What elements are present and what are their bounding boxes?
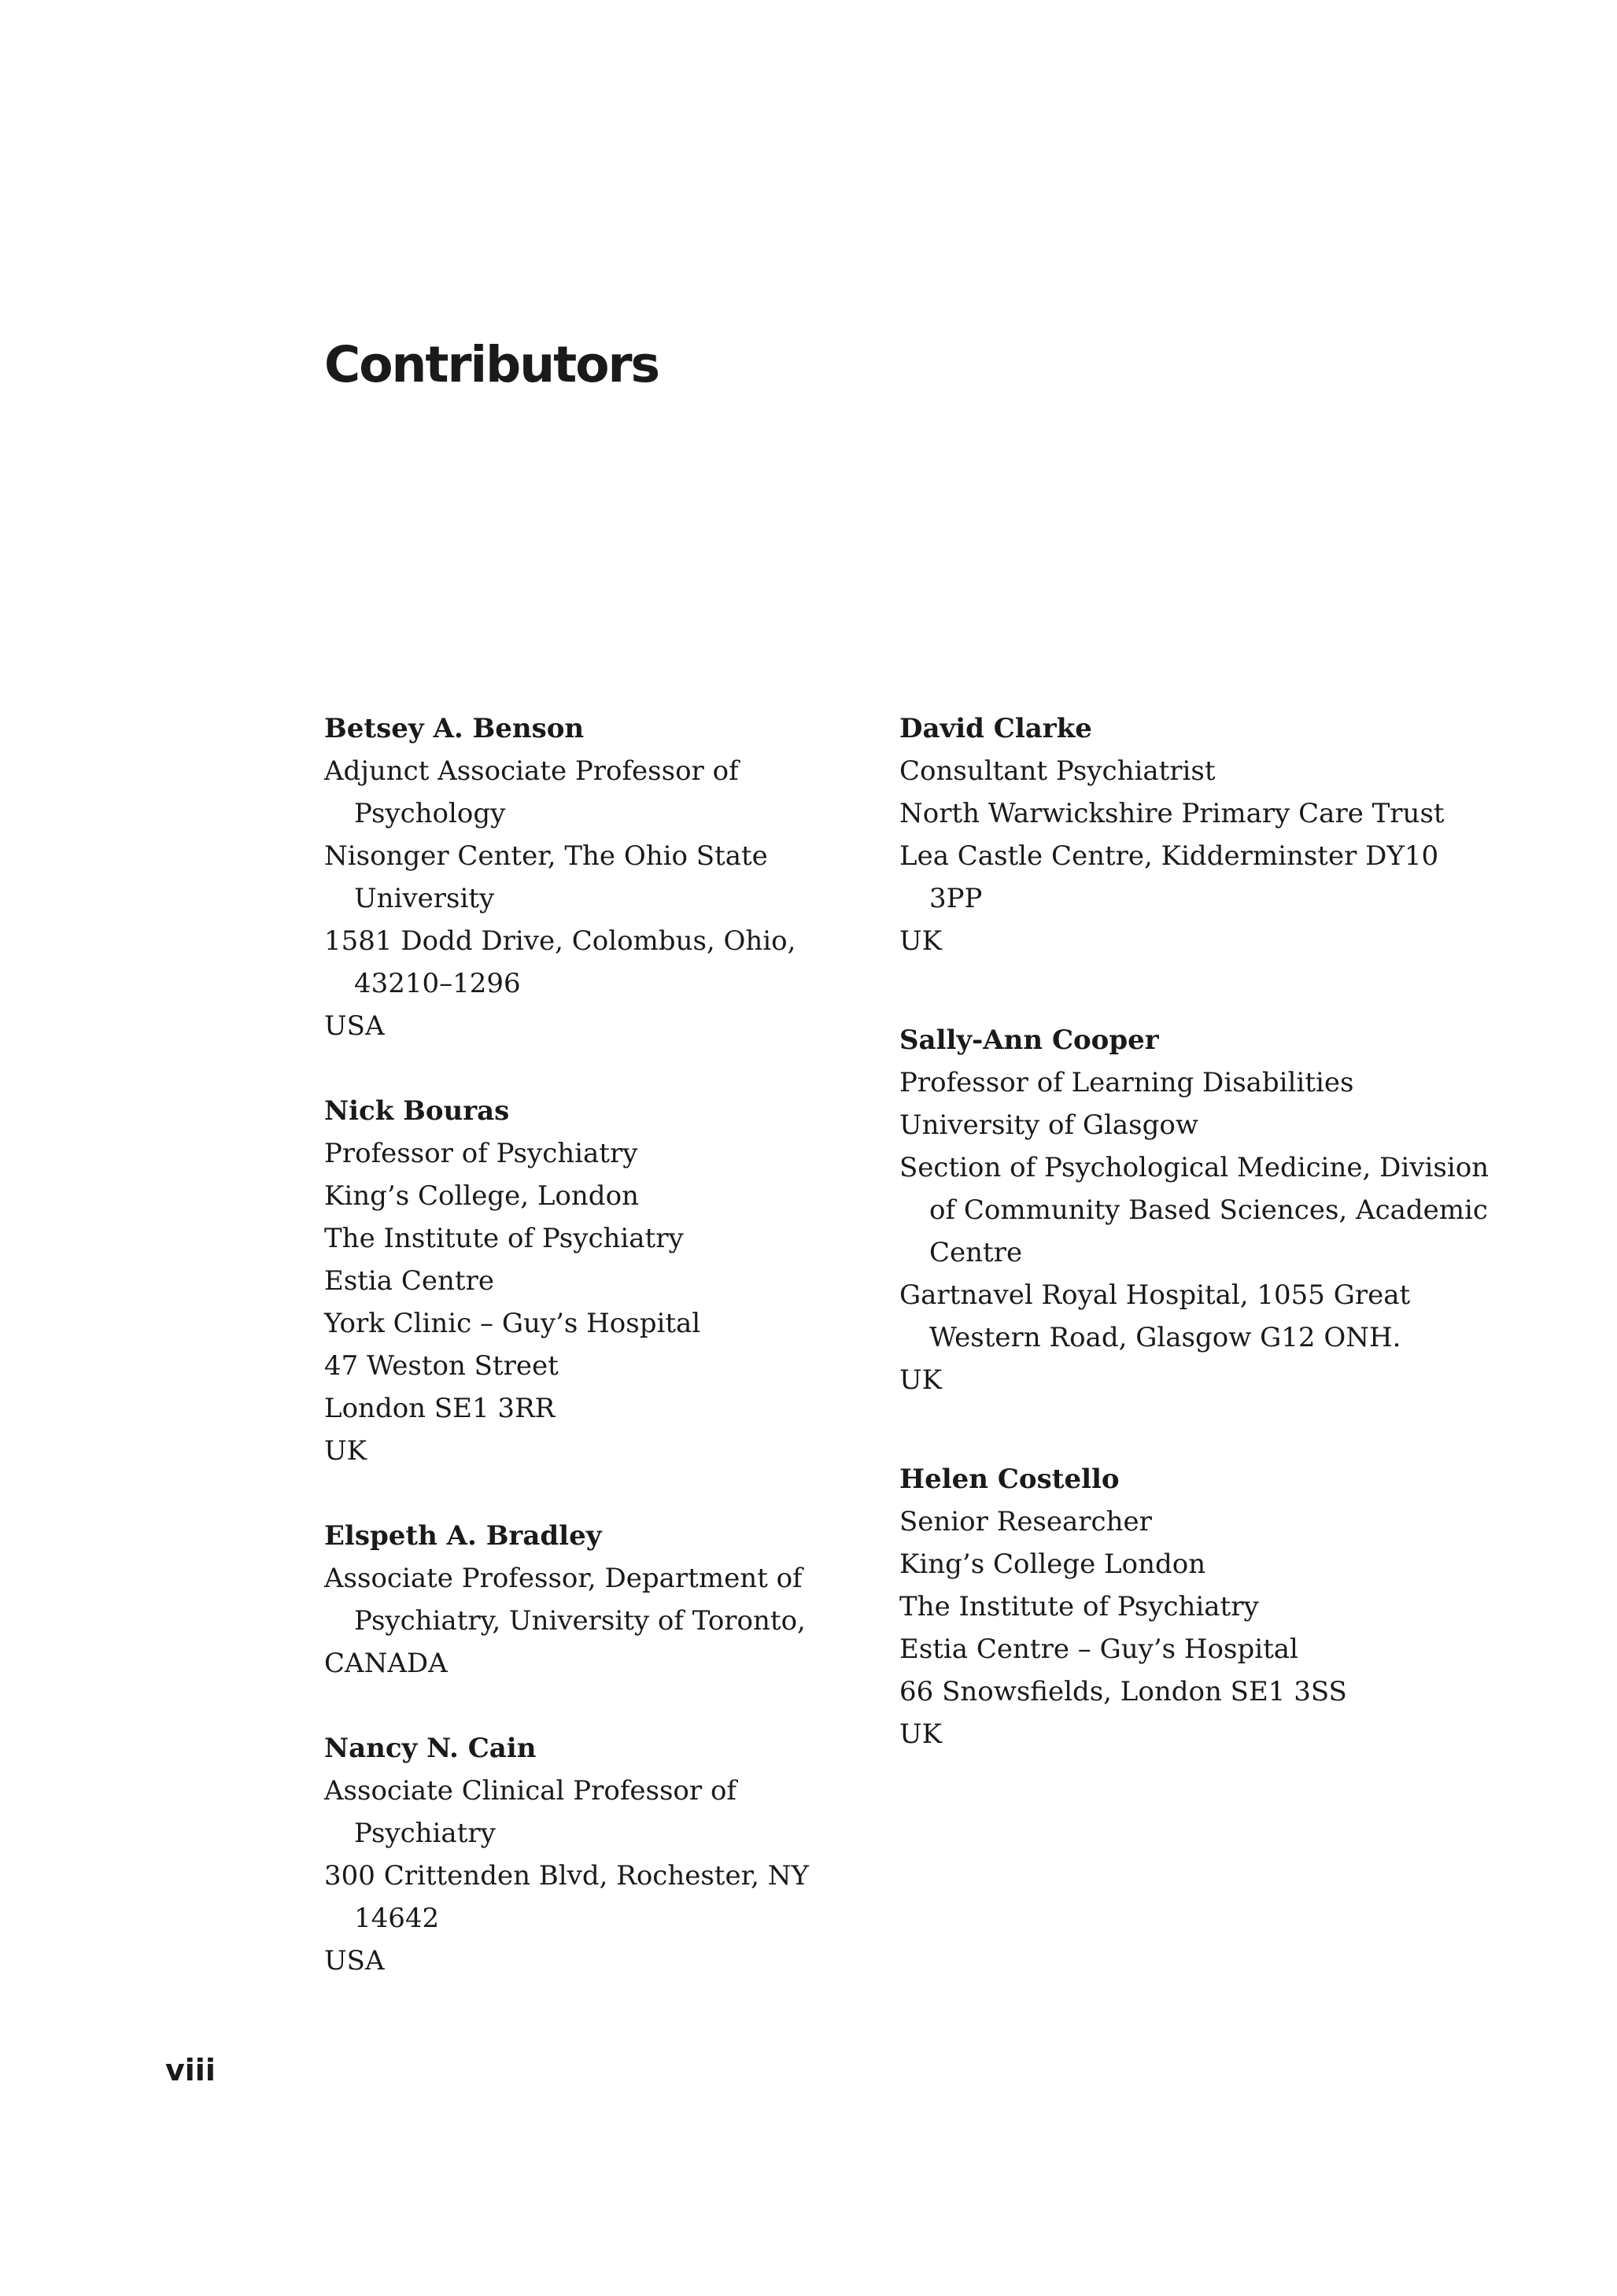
affiliation-line: Lea Castle Centre, Kidderminster DY10 3PP [899, 840, 1439, 914]
contributor-entry [324, 1090, 875, 1472]
affiliation-line: USA [324, 1010, 385, 1042]
affiliation-line: Nisonger Center, The Ohio State University [324, 840, 768, 914]
affiliation-line: Professor of Learning Disabilities [899, 1067, 1354, 1098]
page-number: viii [165, 2053, 216, 2087]
contributor-name: Helen Costello [899, 1464, 1120, 1495]
contributor-entry [324, 707, 875, 1047]
affiliation-line: 1581 Dodd Drive, Colombus, Ohio, 43210–1296 [324, 925, 796, 999]
contributor-name: Betsey A. Benson [324, 713, 585, 744]
contributor-entry [324, 1727, 875, 1982]
affiliation-line: King’s College, London [324, 1180, 639, 1212]
affiliation-line: UK [899, 1364, 943, 1396]
contributor-name: David Clarke [899, 713, 1092, 744]
contributor-name: Elspeth A. Bradley [324, 1520, 602, 1552]
contributor-entry [324, 1515, 875, 1685]
contributor-entry [899, 1019, 1497, 1401]
affiliation-line: CANADA [324, 1648, 448, 1679]
affiliation-line: University of Glasgow [899, 1109, 1198, 1141]
affiliation-line: UK [899, 1718, 943, 1750]
affiliation-line: King’s College London [899, 1549, 1206, 1580]
affiliation-line: 300 Crittenden Blvd, Rochester, NY 14642 [324, 1860, 809, 1934]
affiliation-line: UK [899, 925, 943, 957]
contributors-right-column [899, 707, 1497, 1755]
affiliation-line: Associate Professor, Department of Psychiatry, University of Toronto, [324, 1563, 806, 1637]
affiliation-line: 47 Weston Street [324, 1350, 559, 1382]
affiliation-line: North Warwickshire Primary Care Trust [899, 798, 1445, 829]
affiliation-line: London SE1 3RR [324, 1393, 556, 1424]
affiliation-line: Adjunct Associate Professor of Psychology [324, 755, 739, 829]
page-title: Contributors [324, 336, 659, 393]
contributors-left-column [324, 707, 875, 1982]
contributor-entry [899, 707, 1497, 962]
affiliation-line: Gartnavel Royal Hospital, 1055 Great Western Road, Glasgow G12 ONH. [899, 1279, 1411, 1353]
affiliation-line: Associate Clinical Professor of Psychiatry [324, 1775, 737, 1849]
affiliation-line: UK [324, 1435, 367, 1467]
contributor-name: Nancy N. Cain [324, 1733, 537, 1764]
affiliation-line: Section of Psychological Medicine, Division of Community Based Sciences, Academic Centre [899, 1152, 1490, 1268]
affiliation-line: The Institute of Psychiatry [899, 1591, 1259, 1622]
affiliation-line: Professor of Psychiatry [324, 1138, 638, 1169]
affiliation-line: USA [324, 1945, 385, 1977]
affiliation-line: York Clinic – Guy’s Hospital [324, 1308, 701, 1339]
affiliation-line: Estia Centre – Guy’s Hospital [899, 1633, 1298, 1665]
contributor-entry [899, 1458, 1497, 1755]
affiliation-line: Senior Researcher [899, 1506, 1152, 1537]
affiliation-line: The Institute of Psychiatry [324, 1223, 684, 1254]
affiliation-line: 66 Snowsfields, London SE1 3SS [899, 1676, 1347, 1707]
affiliation-line: Consultant Psychiatrist [899, 755, 1216, 787]
contributor-name: Sally-Ann Cooper [899, 1024, 1159, 1056]
affiliation-line: Estia Centre [324, 1265, 494, 1297]
contributor-name: Nick Bouras [324, 1095, 510, 1127]
